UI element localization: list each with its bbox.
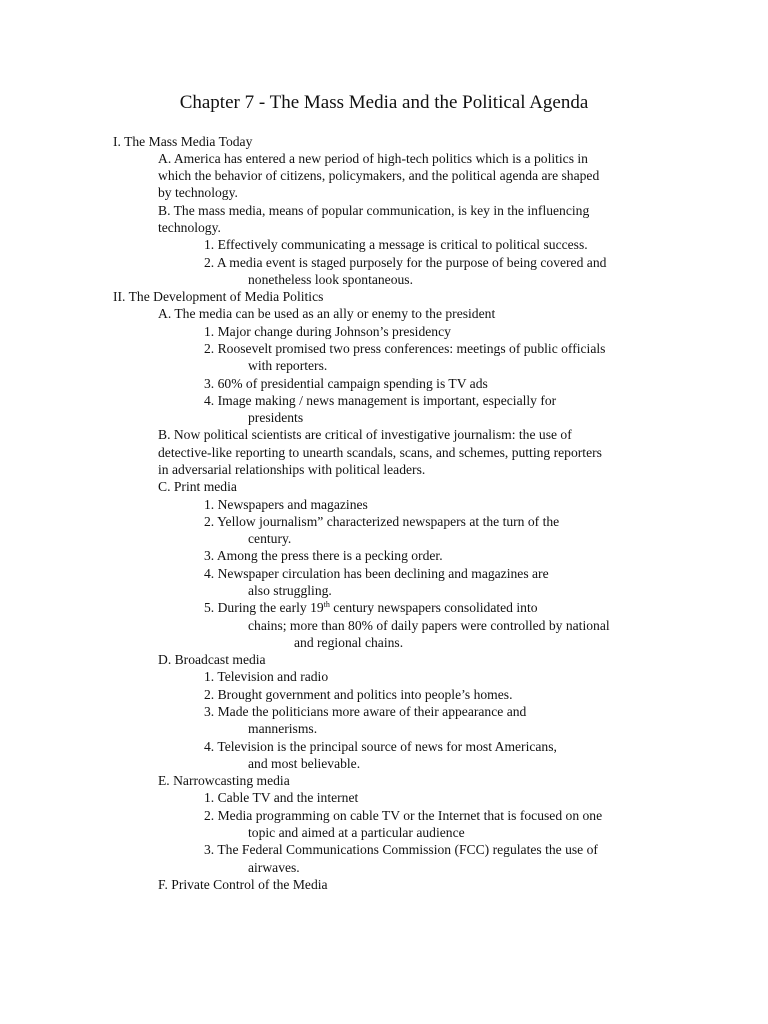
- outline-text: also struggling.: [248, 583, 332, 598]
- outline-text: by technology.: [158, 185, 238, 200]
- outline-subitem: 2. Brought government and politics into people’s homes.: [204, 687, 513, 702]
- outline-subitem: 1. Television and radio: [204, 669, 329, 684]
- outline-subitem: 4. Image making / news management is important, especially for: [204, 393, 557, 408]
- outline-item-1b: B. The mass media, means of popular communication, is key in the influencing: [158, 203, 590, 218]
- outline-heading-2: II. The Development of Media Politics: [113, 289, 324, 304]
- outline-item-2e: E. Narrowcasting media: [158, 773, 290, 788]
- outline-subitem: 3. 60% of presidential campaign spending is TV ads: [204, 376, 488, 391]
- outline-text: with reporters.: [248, 358, 328, 373]
- outline-text: presidents: [248, 410, 304, 425]
- outline-heading-1: I. The Mass Media Today: [113, 134, 253, 149]
- document-title: Chapter 7 - The Mass Media and the Political Agenda: [179, 92, 589, 113]
- outline-text: which the behavior of citizens, policymakers, and the political agenda are shaped: [158, 168, 600, 183]
- outline-subitem: 1. Major change during Johnson’s presidency: [204, 324, 451, 339]
- outline-text: mannerisms.: [248, 721, 318, 736]
- outline-subitem: 1. Newspapers and magazines: [204, 497, 368, 512]
- outline-text: topic and aimed at a particular audience: [248, 825, 465, 840]
- outline-subitem: 2. Roosevelt promised two press conferences: meetings of public officials: [204, 341, 606, 356]
- outline-subitem: 3. The Federal Communications Commission (FCC) regulates the use of: [204, 842, 598, 857]
- outline-subitem: 1. Effectively communicating a message is critical to political success.: [204, 237, 588, 252]
- outline-text: in adversarial relationships with political leaders.: [158, 462, 426, 477]
- outline-item-2f: F. Private Control of the Media: [158, 877, 328, 892]
- outline-text: and most believable.: [248, 756, 361, 771]
- outline-item-2b: B. Now political scientists are critical of investigative journalism: the use of: [158, 427, 572, 442]
- outline-text: chains; more than 80% of daily papers were controlled by national: [248, 618, 610, 633]
- outline-subitem: 3. Made the politicians more aware of their appearance and: [204, 704, 527, 719]
- outline-subitem: 2. A media event is staged purposely for the purpose of being covered and: [204, 255, 607, 270]
- outline-item-2c: C. Print media: [158, 479, 237, 494]
- ordinal-superscript: th: [323, 600, 330, 609]
- outline-text: and regional chains.: [294, 635, 404, 650]
- outline-subitem: 4. Television is the principal source of news for most Americans,: [204, 739, 557, 754]
- outline-subitem: [204, 599, 538, 616]
- outline-item-2d: D. Broadcast media: [158, 652, 266, 667]
- outline-text: nonetheless look spontaneous.: [248, 272, 413, 287]
- outline-item-2a: A. The media can be used as an ally or enemy to the president: [158, 306, 496, 321]
- outline-text: century.: [248, 531, 292, 546]
- outline-text: technology.: [158, 220, 221, 235]
- outline-text: airwaves.: [248, 860, 300, 875]
- outline-text-part: century newspapers consolidated into: [329, 600, 538, 615]
- outline-item-1a: A. America has entered a new period of high-tech politics which is a politics in: [158, 151, 588, 166]
- outline-subitem: 1. Cable TV and the internet: [204, 790, 359, 805]
- outline-subitem: 2. Yellow journalism” characterized newspapers at the turn of the: [204, 514, 560, 529]
- outline-subitem: 4. Newspaper circulation has been declining and magazines are: [204, 566, 549, 581]
- outline-text-part: 5. During the early 19: [204, 600, 324, 615]
- outline-subitem: 2. Media programming on cable TV or the Internet that is focused on one: [204, 808, 603, 823]
- outline-text: detective-like reporting to unearth scandals, scans, and schemes, putting reporters: [158, 445, 602, 460]
- outline-subitem: 3. Among the press there is a pecking order.: [204, 548, 443, 563]
